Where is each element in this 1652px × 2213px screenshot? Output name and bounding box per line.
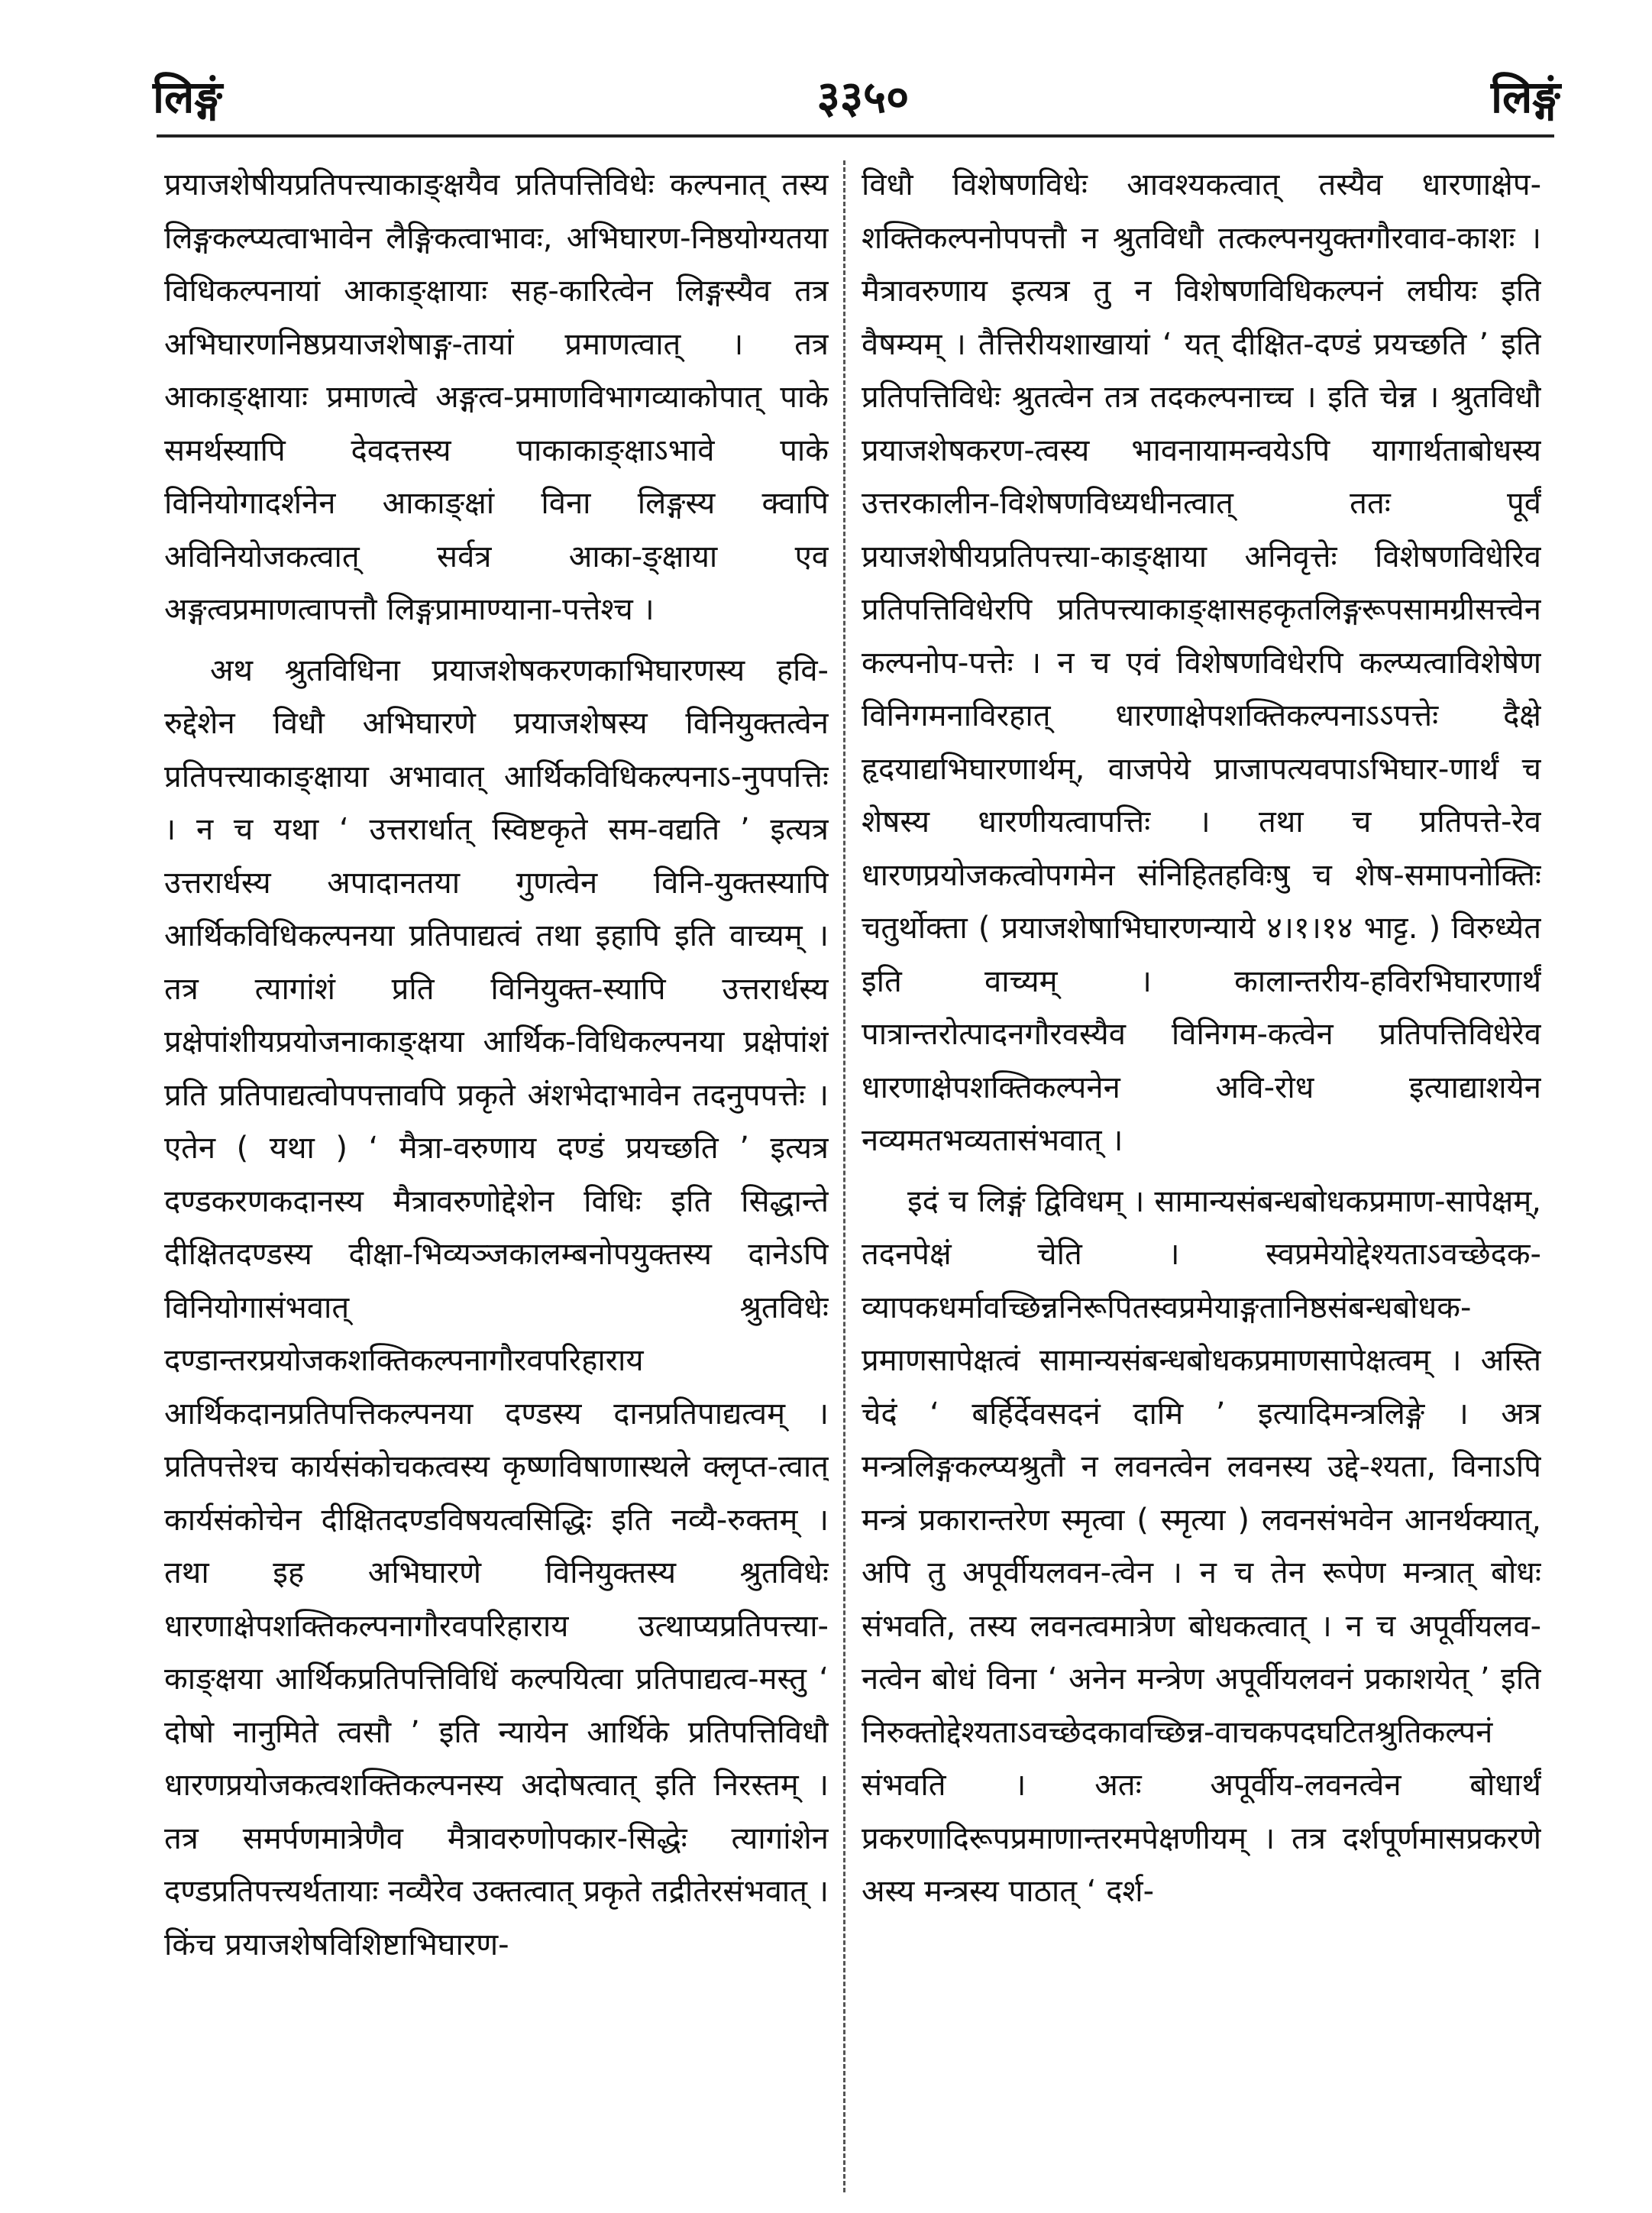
left-paragraph-1: प्रयाजशेषीयप्रतिपत्त्याकाङ्क्षयैव प्रतिपत्तिविधेः कल्पनात् तस्य लिङ्गकल्प्यत्वाभावेन लैङ्गिकत्वाभावः, अभिघारण-निष्ठयोग्यतया विधिकल्पनायां आकाङ्क्षायाः सह-कारित्वेन लिङ्गस्यैव तत्र अभिघारणनिष्ठप्रयाजशेषाङ्ग-तायां प्रमाणत्वात् । तत्र आकाङ्क्षायाः प्रमाणत्वे अङ्गत्व-प्रमाणविभागव्याकोपात् पाके समर्थस्यापि देवदत्तस्य पाकाकाङ्क्षाऽभावे पाके विनियोगादर्शनेन आकाङ्क्षां विना लिङ्गस्य क्वापि अविनियोजकत्वात् सर्वत्र आका-ङ्क्षाया एव अङ्गत्वप्रमाणत्वापत्तौ लिङ्गप्रामाण्याना-पत्तेश्च । <box>164 167 829 627</box>
column-divider <box>843 160 845 2192</box>
right-column <box>862 159 1541 2191</box>
header-rule <box>157 134 1554 138</box>
left-paragraph-2: अथ श्रुतविधिना प्रयाजशेषकरणकाभिघारणस्य हवि-रुद्देशेन विधौ अभिघारणे प्रयाजशेषस्य विनियुक्तत्वेन प्रतिपत्त्याकाङ्क्षाया अभावात् आर्थिकविधिकल्पनाऽ-नुपपत्तिः । न च यथा ‘ उत्तरार्धात् स्विष्टकृते सम-वद्यति ’ इत्यत्र उत्तरार्धस्य अपादानतया गुणत्वेन विनि-युक्तस्यापि आर्थिकविधिकल्पनया प्रतिपाद्यत्वं तथा इहापि इति वाच्यम् । तत्र त्यागांशं प्रति विनियुक्त-स्यापि उत्तरार्धस्य प्रक्षेपांशीयप्रयोजनाकाङ्क्षया आर्थिक-विधिकल्पनया प्रक्षेपांशं प्रति प्रतिपाद्यत्वोपपत्तावपि प्रकृते अंशभेदाभावेन तदनुपपत्तेः । एतेन ( यथा ) ‘ मैत्रा-वरुणाय दण्डं प्रयच्छति ’ इत्यत्र दण्डकरणकदानस्य मैत्रावरुणोद्देशेन विधिः इति सिद्धान्ते दीक्षितदण्डस्य दीक्षा-भिव्यञ्जकालम्बनोपयुक्तस्य दानेऽपि विनियोगासंभवात् श्रुतविधेः दण्डान्तरप्रयोजकशक्तिकल्पनागौरवपरिहाराय आर्थिकदानप्रतिपत्तिकल्पनया दण्डस्य दानप्रतिपाद्यत्वम् । प्रतिपत्तेश्च कार्यसंकोचकत्वस्य कृष्णविषाणास्थले क्लृप्त-त्वात् कार्यसंकोचेन दीक्षितदण्डविषयत्वसिद्धिः इति नव्यै-रुक्तम् । तथा इह अभिघारणे विनियुक्तस्य श्रुतविधेः धारणाक्षेपशक्तिकल्पनागौरवपरिहाराय उत्थाप्यप्रतिपत्त्या-काङ्क्षया आर्थिकप्रतिपत्तिविधिं कल्पयित्वा प्रतिपाद्यत्व-मस्तु ‘ दोषो नानुमिते त्वसौ ’ इति न्यायेन आर्थिके प्रतिपत्तिविधौ धारणप्रयोजकत्वशक्तिकल्पनस्य अदोषत्वात् इति निरस्तम् । तत्र समर्पणमात्रेणैव मैत्रावरुणोपकार-सिद्धेः त्यागांशेन दण्डप्रतिपत्त्यर्थतायाः नव्यैरेव उक्तत्वात् प्रकृते तद्रीतेरसंभवात् । किंच प्रयाजशेषविशिष्टाभिघारण- <box>164 652 829 1962</box>
right-paragraph-2: इदं च लिङ्गं द्विविधम् । सामान्यसंबन्धबोधकप्रमाण-सापेक्षम्, तदनपेक्षं चेति । स्वप्रमेयोद्देश्यताऽवच्छेदक-व्यापकधर्मावच्छिन्ननिरूपितस्वप्रमेयाङ्गतानिष्ठसंबन्धबोधक-प्रमाणसापेक्षत्वं सामान्यसंबन्धबोधकप्रमाणसापेक्षत्वम् । अस्ति चेदं ‘ बर्हिर्देवसदनं दामि ’ इत्यादिमन्त्रलिङ्गे । अत्र मन्त्रलिङ्गकल्प्यश्रुतौ न लवनत्वेन लवनस्य उद्दे-श्यता, विनाऽपि मन्त्रं प्रकारान्तरेण स्मृत्वा ( स्मृत्या ) लवनसंभवेन आनर्थक्यात्, अपि तु अपूर्वीयलवन-त्वेन । न च तेन रूपेण मन्त्रात् बोधः संभवति, तस्य लवनत्वमात्रेण बोधकत्वात् । न च अपूर्वीयलव-नत्वेन बोधं विना ‘ अनेन मन्त्रेण अपूर्वीयलवनं प्रकाशयेत् ’ इति निरुक्तोद्देश्यताऽवच्छेदकावच्छिन्न-वाचकपदघटितश्रुतिकल्पनं संभवति । अतः अपूर्वीय-लवनत्वेन बोधार्थं प्रकरणादिरूपप्रमाणान्तरमपेक्षणीयम् । तत्र दर्शपूर्णमासप्रकरणे अस्य मन्त्रस्य पाठात् ‘ दर्श- <box>862 1183 1541 1909</box>
left-column <box>164 159 829 2191</box>
page-number: ३३५० <box>816 71 910 123</box>
right-paragraph-1: विधौ विशेषणविधेः आवश्यकत्वात् तस्यैव धारणाक्षेप-शक्तिकल्पनोपपत्तौ न श्रुतविधौ तत्कल्पनयुक्तगौरवाव-काशः । मैत्रावरुणाय इत्यत्र तु न विशेषणविधिकल्पनं लघीयः इति वैषम्यम् । तैत्तिरीयशाखायां ‘ यत् दीक्षित-दण्डं प्रयच्छति ’ इति प्रतिपत्तिविधेः श्रुतत्वेन तत्र तदकल्पनाच्च । इति चेन्न । श्रुतविधौ प्रयाजशेषकरण-त्वस्य भावनायामन्वयेऽपि यागार्थताबोधस्य उत्तरकालीन-विशेषणविध्यधीनत्वात् ततः पूर्वं प्रयाजशेषीयप्रतिपत्त्या-काङ्क्षाया अनिवृत्तेः विशेषणविधेरिव प्रतिपत्तिविधेरपि प्रतिपत्त्याकाङ्क्षासहकृतलिङ्गरूपसामग्रीसत्त्वेन कल्पनोप-पत्तेः । न च एवं विशेषणविधेरपि कल्प्यत्वाविशेषेण विनिगमनाविरहात् धारणाक्षेपशक्तिकल्पनाऽऽपत्तेः दैक्षे हृदयाद्यभिघारणार्थम्, वाजपेये प्राजापत्यवपाऽभिघार-णार्थं च शेषस्य धारणीयत्वापत्तिः । तथा च प्रतिपत्ते-रेव धारणप्रयोजकत्वोपगमेन संनिहितहविःषु च शेष-समापनोक्तिः चतुर्थोक्ता ( प्रयाजशेषाभिघारणन्याये ४।१।१४ भाट्ट. ) विरुध्येत इति वाच्यम् । कालान्तरीय-हविरभिघारणार्थं पात्रान्तरोत्पादनगौरवस्यैव विनिगम-कत्वेन प्रतिपत्तिविधेरेव धारणाक्षेपशक्तिकल्पनेन अवि-रोध इत्याद्याशयेन नव्यमतभव्यतासंभवात् । <box>862 167 1541 1158</box>
running-head-right: लिङ्गं <box>1490 71 1560 123</box>
running-head-left: लिङ्गं <box>153 71 223 123</box>
